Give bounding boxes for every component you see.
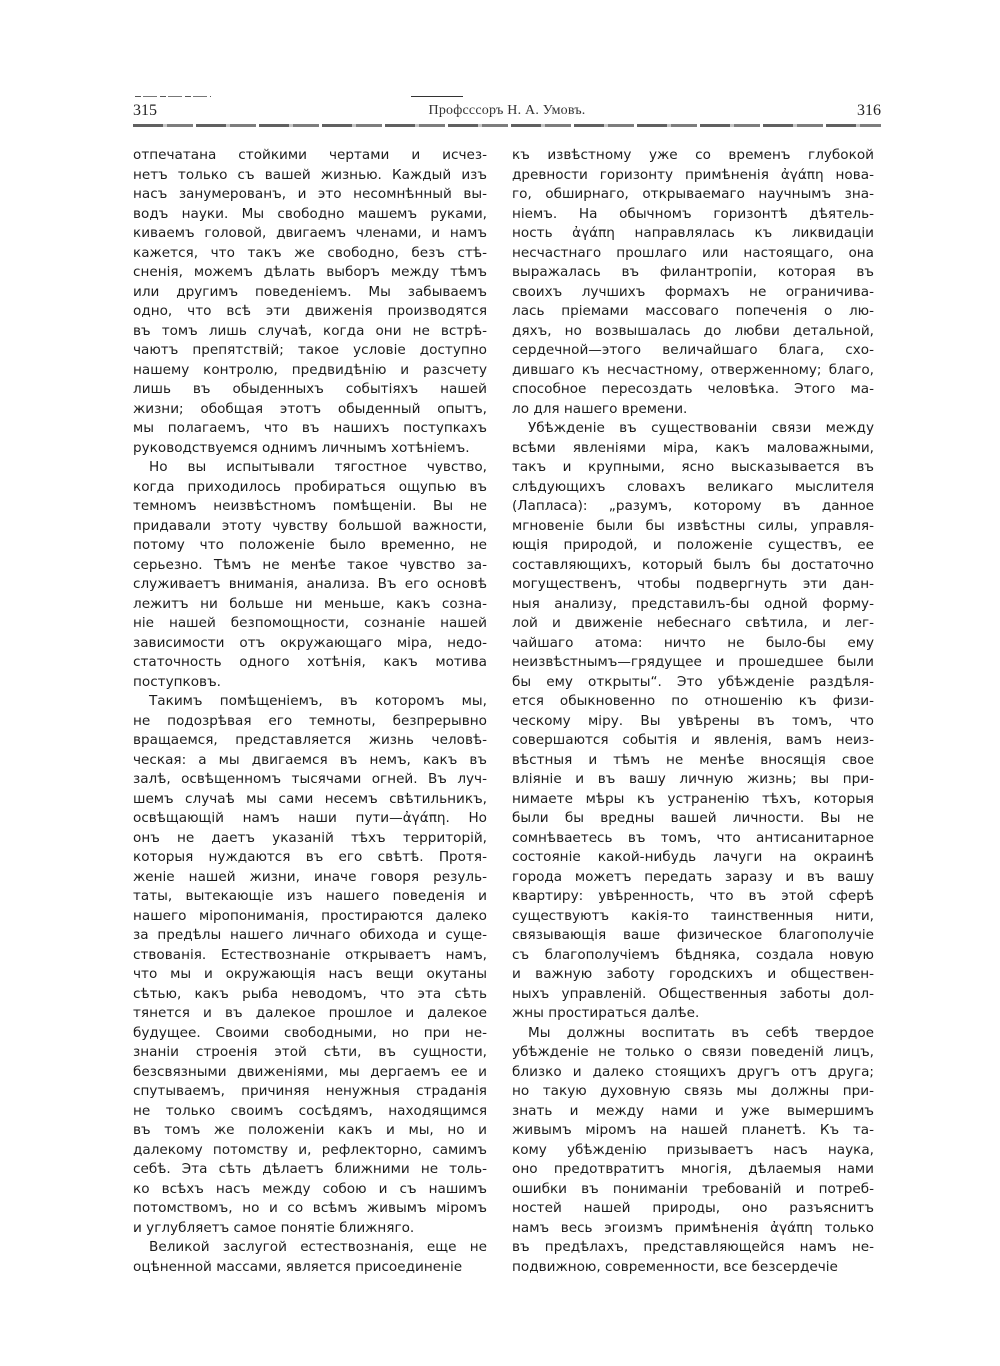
text-line: серьезно. Тѣмъ не менѣе такое чувство за- [133,556,487,573]
text-line: кажется, что такъ же свободно, безъ стѣ- [133,244,487,261]
text-line: го, обширнаго, открываемаго научнымъ зна- [512,186,874,202]
text-line: ко всѣхъ насъ между собою и съ нашимъ [133,1180,487,1197]
text-line: сѣтью, какъ рыба неводомъ, что эта сѣть [133,985,487,1002]
text-line: ется обыкновенно по отношенію къ физи- [512,693,874,709]
text-line: въ томъ же положеніи какъ и мы, но и [133,1122,487,1138]
header-top-rule-left [135,96,211,97]
text-line: и важную заботу городскихъ и обществен- [512,966,874,982]
text-line: лась пріемами массоваго попеченія о лю- [512,303,874,319]
text-line: кому убѣжденію призываетъ насъ наука, [512,1141,874,1158]
text-line: могущественъ, чтобы подвергнуть эти дан- [512,576,874,592]
text-line: бы ему открыты“. Это убѣжденіе раздѣля- [512,673,874,690]
text-line: женіе нашей жизни, иначе говоря резуль- [133,868,487,885]
paragraph [512,146,874,419]
text-line: вліяніе и въ вашу личную жизнь; вы при- [512,771,874,787]
text-line: мгновеніе были бы извѣстны силы, управля- [512,517,874,534]
text-line: лишь въ обыденныхъ событіяхъ нашей [133,381,487,397]
text-line: намъ весь эгоизмъ примѣненія ἀγάπη только [512,1219,874,1236]
text-line: были бы вредны вашей личности. Вы не [512,810,874,826]
text-line: нашего міропониманія, простираются далеко [133,907,487,924]
text-line: жны простираться далѣе. [512,1005,700,1021]
text-line: всѣми явленіями міра, какъ маловажными, [512,439,874,456]
text-line: чаютъ препятствій; такое условіе доступно [133,342,487,358]
paragraph [133,458,487,692]
running-title: Профсссоръ Н. А. Умовъ. [428,103,586,118]
page-header [133,96,881,126]
text-line: въ предѣлахъ, представляющейся намъ не- [512,1239,874,1255]
text-line: себѣ. Эта сѣть дѣлаетъ ближними не толь- [133,1161,487,1177]
text-line: далекому потомству и, рефлекторно, самимъ [133,1141,487,1158]
text-line: нетъ только съ вашей жизнью. Каждый изъ [133,166,487,183]
text-line: залѣ, освѣщенномъ тысячами огней. Въ луч- [133,771,487,787]
text-line: Убѣжденіе въ существованіи связи между [528,420,874,436]
text-line: города можетъ передать заразу и въ вашу [512,868,874,885]
text-line: и углубляетъ самое понятіе ближняго. [133,1219,415,1236]
text-line: шемъ случаѣ мы сами несемъ свѣтильникъ, [133,790,487,807]
text-line: убѣжденіе не только о связи поведеній лицъ, [512,1044,874,1060]
text-line: своихъ лучшихъ формахъ не ограничива- [512,283,874,300]
text-line: нимаете мѣры къ устраненію тѣхъ, которыя [512,790,874,807]
text-line: безсвязными движеніями, мы дергаемъ ее и [133,1063,487,1080]
text-line: близко и далеко стоящихъ другъ отъ друга; [512,1063,874,1080]
text-line: ніемъ. На обычномъ горизонтѣ дѣятель- [512,205,874,222]
text-line: за предѣлы нашего личнаго обихода и суще- [133,927,487,943]
text-line: что мы и окружающія насъ вещи окутаны [133,966,487,982]
text-line: квартиру: увѣренность, что въ этой сферѣ [512,888,874,904]
text-line: чайшаго атома: ничто не было-бы ему [512,634,874,651]
text-line: Великой заслугой естествознанія, еще не [149,1239,487,1255]
text-line: въ томъ лишь случаѣ, когда они не встрѣ- [133,322,487,339]
text-line: Мы должны воспитать въ себѣ твердое [528,1024,874,1041]
text-line: придавали этоту чувству большой важности, [133,517,487,534]
text-line: Но вы испытывали тягостное чувство, [149,459,487,475]
text-line: выражалась въ филантропіи, которая въ [512,264,874,280]
text-line: подвижною, современности, все безсердечіе [512,1258,838,1275]
text-line: или другимъ поведеніемъ. Мы забываемъ [133,283,487,300]
text-line: съ благополучіемъ бѣдняка, создала новую [512,946,874,963]
text-line: дившаго къ несчастному, отверженному; благо, [512,361,874,378]
text-line: (Лапласа): „разумъ, которому въ данное [512,498,874,514]
text-line: ныхъ управленій. Общественныя заботы дол- [512,985,874,1002]
text-line: состояніе какой-нибудь лачуги на окраинѣ [512,849,874,865]
text-line: зависимости отъ окружающаго міра, недо- [133,634,487,651]
text-line: къ извѣстному уже со временъ глубокой [512,147,874,163]
text-line: дяхъ, но возвышалась до любви детальной, [512,322,874,339]
text-line: ющія природой, и положеніе существъ, ее [512,537,874,553]
text-line: статочность одного хотѣнія, какъ мотива [133,654,487,670]
text-line: не только своимъ сосѣдямъ, находящимся [133,1102,487,1119]
text-line: когда приходилось пробираться ощупью въ [133,478,487,495]
text-line: сомнѣваетесь въ томъ, что антисанитарное [512,829,874,846]
header-bottom-rule [133,124,881,127]
text-line: ошибки въ пониманіи требованій и потреб- [512,1180,874,1197]
text-line: живымъ міромъ на нашей планетѣ. Къ та- [512,1122,874,1138]
text-line: несчастнаго прошлаго или настоящаго, она [512,244,874,261]
text-line: составляющихъ, который былъ бы достаточно [512,556,874,573]
left-page-number: 315 [133,102,157,119]
text-line: вѣстныя и тѣмъ не менѣе вносящія свое [512,751,874,768]
text-line: знаніи строенія этой сѣти, въ сущности, [133,1044,487,1060]
text-line: мы полагаемъ, что въ нашихъ поступкахъ [133,420,487,436]
text-line: вращаемся, представляется жизнь человѣ- [133,732,487,748]
text-line: оно предотвратитъ многія, дѣлаемыя нами [512,1161,874,1177]
text-line: слѣдующихъ словахъ великаго мыслителя [512,478,874,495]
text-line: водъ науки. Мы свободно машемъ руками, [133,205,487,222]
text-line: существуютъ какія-то таинственныя нити, [512,907,874,924]
text-line: древности горизонту примѣненія ἀγάπη нова- [512,166,874,183]
text-line: сненія, можемъ дѣлать выборъ между тѣмъ [133,264,487,280]
text-line: лежитъ ни больше ни меньше, какъ созна- [133,595,487,612]
text-line: Такимъ помѣщеніемъ, въ которомъ мы, [149,693,487,709]
text-line: ческая: а мы двигаемся въ немъ, какъ въ [133,751,487,768]
text-line: но такую духовную связь мы должны при- [512,1083,874,1099]
text-line: ныя анализу, представилъ-бы одной форму- [512,595,874,612]
text-line: темномъ неизвѣстномъ помѣщеніи. Вы не [133,498,487,514]
text-line: ніе нашей безпомощности, сознаніе нашей [133,615,487,631]
text-line: потомствомъ, но и со всѣмъ живымъ міромъ [133,1200,487,1216]
text-line: лой и движеніе небеснаго свѣтила, и лег- [512,615,874,631]
text-line: отпечатана стойкими чертами и исчез- [133,147,487,163]
text-line: не подозрѣвая его темноты, безпрерывно [133,712,487,729]
paragraph [133,146,487,458]
paragraph [512,419,874,1024]
text-line: неизвѣстнымъ—грядущее и прошедшее были [512,654,874,670]
text-line: насъ занумерованъ, и это несомнѣнный вы- [133,186,487,202]
right-text-column [512,146,874,1277]
text-line: оцѣненной массами, является присоединеніе [133,1258,463,1275]
text-line: ностей нашей природы, оно разъяснитъ [512,1200,874,1216]
paragraph [512,1024,874,1278]
text-line: тянется и въ далекое прошлое и далекое [133,1005,487,1021]
header-top-rule-center [411,96,463,97]
text-line: одно, что всѣ эти движенія производятся [133,303,487,319]
text-line: освѣщающій намъ наши пути—ἀγάπη. Но [133,810,487,826]
text-line: будущее. Своими свободными, но при не- [133,1024,487,1041]
text-line: онъ не даетъ указаній тѣхъ территорій, [133,829,487,846]
text-line: жизни; обобщая этотъ обыденный опытъ, [133,400,487,417]
text-line: ность ἀγάπη направлялась къ ликвидаціи [512,225,874,241]
text-line: служиваетъ вниманія, анализа. Въ его основѣ [133,576,487,592]
text-line: ческому міру. Вы увѣрены въ томъ, что [512,712,874,729]
paragraph [133,1238,487,1277]
text-line: сердечной—этого величайшаго блага, схо- [512,342,874,358]
text-line: знать и между нами и уже вымершимъ [512,1102,874,1119]
text-line: совершаются событія и явленія, вамъ неиз- [512,732,874,748]
text-line: которыя нуждаются въ его свѣтѣ. Протя- [133,849,487,865]
left-text-column [133,146,487,1277]
text-line: спутываемъ, причиняя ненужныя страданія [133,1083,487,1099]
text-line: ствованія. Естествознаніе открываетъ намъ, [133,946,487,963]
text-line: таты, вытекающіе изъ нашего поведенія и [133,888,487,904]
paragraph [133,692,487,1238]
text-line: киваемъ головой, двигаемъ членами, и намъ [133,225,487,241]
text-line: связывающія ваше физическое благополучіе [512,927,874,943]
text-line: нашему контролю, предвидѣнію и разсчету [133,361,487,378]
text-line: такъ и крупными, ясно высказывается въ [512,459,874,475]
text-line: руководствуемся однимъ личнымъ хотѣніемъ. [133,439,470,456]
text-line: потому что положеніе было временно, не [133,537,487,553]
text-line: ло для нашего времени. [512,400,688,417]
text-line: способное пересоздать человѣка. Этого ма- [512,381,874,397]
right-page-number: 316 [857,102,881,119]
text-line: поступковъ. [133,673,221,690]
